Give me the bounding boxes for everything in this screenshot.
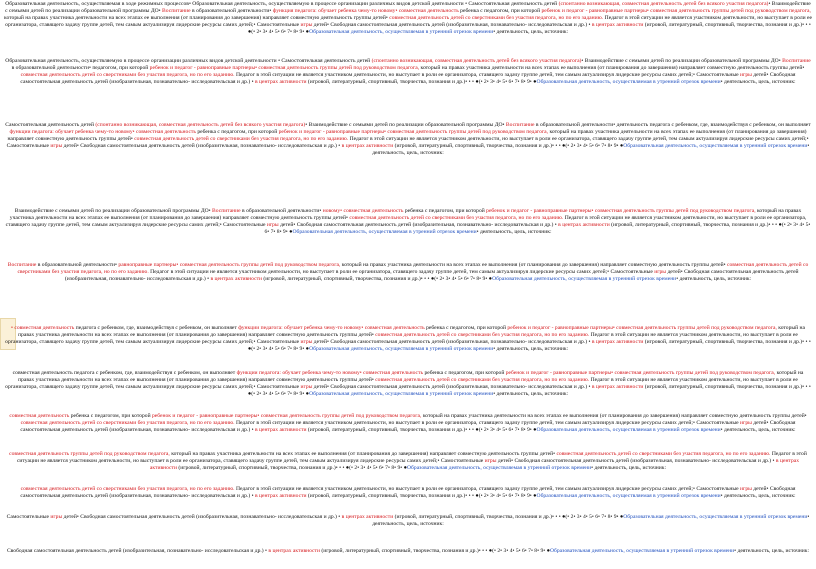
body-text: Самостоятельные [6,514,51,520]
body-text: (игровой, литературный, спортивный, творчества, познания и др.)• • • ●(• 2• 3• 4• 5• 6• 7• 8• 9• ● [393,514,624,520]
highlight-blue-text: Образовательная деятельность, осуществляемая в утренний отрезок времени [292,229,477,235]
body-text: детей• Свободная самостоятельная деятельность детей (изобразительная, познавательно- исследовательская и др.) • [312,339,592,345]
body-text: детей• Свободная самостоятельная деятельность детей (изобразительная, познавательно- исследовательская и др.) • [62,514,342,520]
body-text: • деятельность, цель, источник: [372,514,810,527]
body-text: детей• Свободная самостоятельная деятельность детей (изобразительная, познавательно- исследовательская и др.) • [20,486,796,499]
highlight-red-text: новому• совместная деятельность [322,208,404,214]
text-paragraph [4,413,812,434]
body-text: • деятельность, цель, источник: [372,143,810,156]
highlight-red-text: совместная деятельность группы детей под руководством педагога, [9,451,170,457]
body-text: который на правах участника деятельности на всех этапах ее выполнения (от планирования до завершения) направляет совместную деятельность группы детей• [419,65,805,71]
body-text: Самостоятельная деятельность детей [5,122,96,128]
body-text: ребенка с педагогом, при которой [424,325,508,331]
body-text: ребенка с педагогом, при которой [69,413,152,419]
body-text: • Взаимодействие с семьями детей по реализации образовательной программы ДО• [5,1,811,14]
highlight-red-text: (спонтанно возникающая, совместная деятельность детей без всякого участия педагога) [371,58,582,64]
highlight-red-text: в центрах активности [268,548,320,554]
body-text: Педагог в этой ситуации не является участником деятельности, но выступает в роли ее организатора, ставящего задачу группе детей, тем самым актуализируя лидерские ресурсы самих детей;• Самостоятельные [234,420,741,426]
body-text: в образовательной деятельности• [190,8,273,14]
highlight-red-text: функции педагога: обучает ребенка чему-то новому• совместная деятельность [9,129,196,135]
body-text: в образовательной деятельности• деятельность педагога с ребенком, где, взаимодействуя с ребенком, он выполняет [534,122,811,128]
body-text: который на правах участника деятельности на всех этапах ее выполнения (от планирования до завершения) направляет совместную деятельность группы детей• [7,129,807,142]
body-text: • деятельность, цель, источник: [476,229,552,235]
body-text: (игровой, литературный, спортивный, творчества, познания и др.)• • • ●(• 2• 3• 4• 5• 6• 7• 8• 9• ● [247,384,811,397]
highlight-red-text: совместная деятельность детей со сверстниками без участия педагога, но по его заданию. [20,486,235,492]
highlight-red-text: ребенок и педагог - равноправные партнеры• совместная деятельность группы детей под руководством педагога, [507,325,777,331]
highlight-blue-text: Образовательная деятельность, осуществляемая в утренний отрезок времени [407,465,592,471]
highlight-red-text: ребенок и педагог - равноправные партнеры• совместная деятельность группы детей под руководством педагога, [149,65,420,71]
highlight-red-text: в центрах активности [254,493,307,499]
body-text: ребенка с педагогом, при которой [458,8,542,14]
highlight-red-text: игры [740,420,752,426]
text-paragraph [4,486,812,500]
body-text: который на правах участника деятельности на всех этапах ее выполнения (от планирования до завершения) направляет совместную деятельность группы детей• [169,451,557,457]
body-text: в образовательной деятельности• [36,262,119,268]
highlight-blue-text: Образовательная деятельность, осуществляемая в утренний отрезок времени [309,391,494,397]
body-text: в образовательной деятельности• педагогом, при которой [11,65,150,71]
body-text: который на правах участника деятельности на всех этапах ее выполнения (от планирования до завершения) направляет совместную деятельность группы детей• [9,208,802,221]
highlight-red-text: функции педагога: обучает ребенка чему-то новому• совместная деятельность [236,370,424,376]
body-text: (игровой, литературный, спортивный, творчества, познания и др.)• • • ●(• 2• 3• 4• 5• 6• 7• 8• 9• ● [393,143,624,149]
highlight-red-text: в центрах активности [341,143,394,149]
highlight-red-text: ребенок и педагог - равноправные партнеры• совместная деятельность группы детей под руководством педагога, [151,413,422,419]
highlight-red-text: совместная деятельность детей со сверстниками без участия педагога, но по его заданию. [134,136,349,142]
body-text: • Взаимодействие с семьями детей по реализации образовательной программы ДО• [305,122,506,128]
body-text: • деятельность, цель, источник: [493,391,569,397]
body-text: ребенка с педагогом, при которой [403,208,487,214]
highlight-blue-text: Образовательная деятельность, осуществляемая в утренний отрезок времени [309,346,494,352]
body-text: (игровой, литературный, спортивный, творчества, познания и др.)• • • ●(• 2• 3• 4• 5• 6• 7• 8• 9• ● [319,548,550,554]
highlight-red-text: ребенок и педагог - равноправные партнеры• совместная деятельность группы детей под руководством педагога, [486,208,756,214]
highlight-red-text: (спонтанно возникающая, совместная деятельность детей без всякого участия педагога) [95,122,306,128]
body-text: который на правах участника деятельности на всех этапах ее выполнения (от планирования до завершения) направляет совместную деятельность группы детей• [18,325,806,338]
highlight-red-text: в центрах активности [149,458,800,471]
highlight-red-text: игры [484,458,497,464]
highlight-red-text: совместная деятельность детей со сверстниками без участия педагога, но по его заданию. [349,215,564,221]
body-text: • деятельность, цель, источник: [493,29,569,35]
highlight-red-text: ребенок и педагог - равноправные партнеры• совместная деятельность группы детей под руководством педагога, [541,8,811,14]
highlight-red-text: совместная деятельность детей со сверстниками без участия педагога, но по его заданию. [556,451,771,457]
body-text: ребенка с педагогом, при которой [195,129,279,135]
highlight-red-text: игры [300,22,313,28]
highlight-blue-text: Образовательная деятельность, осуществляемая в утренний отрезок времени [536,427,721,433]
body-text: который на правах участника деятельности на всех этапах ее выполнения (от планирования до завершения) направляет совместную деятельность группы детей• [4,15,390,21]
body-text: • деятельность, цель, источник: [720,79,796,85]
body-text: • деятельность, цель, источник: [676,276,752,282]
text-paragraph [4,1,812,36]
highlight-red-text: ребенок и педагог - равноправные партнеры• совместная деятельность группы детей под руководством педагога, [278,129,549,135]
body-text: который на правах участника деятельности на всех этапах ее выполнения (от планирования до завершения) направляет совместную деятельность группы детей• [18,370,804,383]
highlight-red-text: в центрах активности [254,427,307,433]
body-text: который на правах участника деятельности на всех этапах ее выполнения (от планирования до завершения) направляет совместную деятельность группы детей• [421,413,807,419]
text-paragraph [4,208,812,236]
body-text: (игровой, литературный, спортивный, творчества, познания и др.)• • • ●(• 2• 3• 4• 5• 6• 7• 8• 9• ● [262,276,493,282]
highlight-red-text: ребенок и педагог - равноправные партнеры• совместная деятельность группы детей под руководством педагога, [505,370,776,376]
body-text: в образовательной деятельности• [240,208,323,214]
text-paragraph [4,122,812,157]
body-text: детей• Свободная самостоятельная деятельность детей (изобразительная, познавательно- исследовательская и др.) • [278,222,559,228]
body-text: совместная деятельность педагога с ребенком, где, взаимодействуя с ребенком, он выполняет [12,370,237,376]
highlight-red-text: совместная деятельность детей со сверстниками без участия педагога, но по его заданию. [375,332,590,338]
text-paragraph [4,370,812,398]
highlight-red-text: равноправные партнеры• совместная деятельность группы детей под руководством педагога, [118,262,341,268]
highlight-red-text: игры [740,72,752,78]
text-paragraph [4,451,812,472]
body-text: (игровой, литературный, спортивный, творчества, познания и др.)• • • ●(• 2• 3• 4• 5• 6• 7• 8• 9• ● [176,465,408,471]
highlight-red-text: Воспитание [505,122,535,128]
body-text: Педагог в этой ситуации не является участником деятельности, но выступает в роли ее организатора, ставящего задачу группе детей, тем самым актуализируя лидерские ресурсы самих детей;• Самостоятельные [234,72,741,78]
body-text: детей• Свободная самостоятельная деятельность детей (изобразительная, познавательно- исследовательская и др.) • [312,22,592,28]
highlight-blue-text: Образовательная деятельность, осуществляемая в утренний отрезок времени [309,29,494,35]
highlight-blue-text: Образовательная деятельность, осуществляемая в утренний отрезок времени [623,143,808,149]
highlight-red-text: в центрах активности [591,384,644,390]
highlight-red-text: функция педагога: обучает ребенка чему-то новому• совместная деятельность [272,8,459,14]
highlight-red-text: в центрах активности [591,339,644,345]
highlight-red-text: игры [50,143,63,149]
highlight-red-text: функции педагога: обучает ребенка чему-то новому• совместная деятельность [238,325,425,331]
body-text: Педагог в этой ситуации не является участником деятельности, но выступает в роли ее организатора, ставящего задачу группе детей, тем самым актуализируя лидерские ресурсы самих детей;• Самостоятельные [234,486,741,492]
highlight-red-text: совместная деятельность детей со сверстниками без участия педагога, но по его заданию. [20,420,235,426]
highlight-red-text: совместная деятельность детей со сверстниками без участия педагога, но по его заданию. [389,15,604,21]
highlight-red-text: совместная деятельность детей со сверстниками без участия педагога, но по его заданию. [17,262,809,275]
body-text: детей• Свободная самостоятельная деятельность детей (изобразительная, познавательно- исследовательская и др.) • [20,72,796,85]
highlight-red-text: Воспитание [7,262,37,268]
body-text: детей• Свободная самостоятельная деятельность детей (изобразительная, познавательно- исследовательская и др.) • [64,269,799,282]
body-text: который на правах участника деятельности на всех этапах ее выполнения (от планирования до завершения) направляет совместную деятельность группы детей• [340,262,727,268]
body-text: Педагог в этой ситуации не является участником деятельности, но выступает в роли ее организатора, ставящего задачу группе детей, тем самым актуализируя лидерские ресурсы самих детей;• Самостоятельные [5,332,798,345]
text-paragraph [4,58,812,86]
body-text: Педагог в этой ситуации не является участником деятельности, но выступает в роли ее организатора, ставящего задачу группе детей, тем самым актуализируя лидерские ресурсы самих детей;• Самостоятельные [6,136,809,149]
highlight-red-text: Воспитание [212,208,241,214]
body-text: детей• Свободная самостоятельная деятельность детей (изобразительная, познавательно- исследовательская и др.) • [20,420,796,433]
body-text: • деятельность, цель, источник: [720,427,796,433]
highlight-red-text: Воспитание [782,58,811,64]
body-text: детей• Свободная самостоятельная деятельность детей (изобразительная, познавательно- исследовательская и др.) • [62,143,342,149]
body-text: Взаимодействие с семьями детей по реализации образовательной программы ДО• [14,208,213,214]
highlight-red-text: совместная деятельность детей со сверстниками без участия педагога, но по его заданию. [20,72,235,78]
highlight-blue-text: Образовательная деятельность, осуществляемая в утренний отрезок времени [623,514,808,520]
body-text: • деятельность, цель, источник: [591,465,667,471]
text-paragraph [4,262,812,283]
highlight-red-text: в центрах активности [341,514,394,520]
highlight-red-text: совместная деятельность [9,413,70,419]
highlight-blue-text: Образовательная деятельность, осуществляемая в утренний отрезок времени [536,493,721,499]
highlight-red-text: игры [300,384,313,390]
highlight-blue-text: Образовательная деятельность, осуществляемая в утренний отрезок времени [550,548,735,554]
highlight-red-text: (спонтанно возникающая, совместная деятельность детей без всякого участия педагога) [558,1,769,7]
body-text: Педагог в этой ситуации не является участником деятельности, но выступает в роли ее организатора, ставящего задачу группе детей, тем самым актуализируя лидерские ресурсы самих детей;• Самостоятельные [5,215,807,228]
text-paragraph [4,548,812,555]
body-text: детей• Свободная самостоятельная деятельность детей (изобразительная, познавательно- исследовательская и др.) • [496,458,776,464]
highlight-red-text: совместная деятельность детей со сверстниками без участия педагога, но по его заданию. [375,377,590,383]
body-text: (игровой, литературный, спортивный, творчества, познания и др.)• • • ●(• 2• 3• 4• 5• 6• 7• 8• 9• ● [306,79,537,85]
text-paragraph [4,514,812,528]
highlight-red-text: игры [300,339,313,345]
highlight-red-text: в центрах активности [254,79,307,85]
highlight-red-text: игры [654,269,667,275]
body-text: Образовательная деятельность, осуществляемую в процессе организации различных видов детской деятельности • Самостоятельная деятельность детей [5,58,372,64]
body-text: Педагог в этой ситуации не является участником деятельности, но выступает в роли ее организатора, ставящего задачу группе детей, тем самым актуализируя лидерские ресурсы самих детей;• Самостоятельные [16,451,807,464]
body-text: Педагог в этой ситуации не является участником деятельности, но выступает в роли ее организатора, ставящего задачу группе детей, тем самым актуализируя лидерские ресурсы самих детей;• Самостоятельные [5,377,798,390]
body-text: (игровой, литературный, спортивный, творчества, познания и др.)• • • ●(• 2• 3• 4• 5• 6• 7• 8• 9• ● [247,22,811,35]
body-text: (игровой, литературный, спортивный, творчества, познания и др.)• • • ●(• 2• 3• 4• 5• 6• 7• 8• 9• ● [306,493,537,499]
body-text: Педагог в этой ситуации не является участником деятельности, но выступает в роли ее организатора, ставящего задачу группе детей, тем самым актуализируя лидерские ресурсы самих детей;• Самостоятельные [148,269,655,275]
body-text: • деятельность, цель, источник: [493,346,569,352]
body-text: (игровой, литературный, спортивный, творчества, познания и др.)• • • ●(• 2• 3• 4• 5• 6• 7• 8• 9• ● [264,222,811,235]
highlight-blue-text: Образовательная деятельность, осуществляемая в утренний отрезок времени [536,79,721,85]
body-text: (игровой, литературный, спортивный, творчества, познания и др.)• • • ●(• 2• 3• 4• 5• 6• 7• 8• 9• ● [247,339,811,352]
highlight-red-text: в центрах активности [558,222,610,228]
highlight-blue-text: Образовательная деятельность, осуществляемая в утренний отрезок времени [492,276,677,282]
body-text: (игровой, литературный, спортивный, творчества, познания и др.)• • • ●(• 2• 3• 4• 5• 6• 7• 8• 9• ● [306,427,537,433]
body-text: ребенка с педагогом, при которой [423,370,506,376]
highlight-red-text: Воспитание [162,8,191,14]
highlight-red-text: в центрах активности [591,22,644,28]
body-text: • Взаимодействие с семьями детей по реализации образовательной программы ДО• [581,58,783,64]
highlight-red-text: в центрах активности [210,276,263,282]
body-text: детей• Свободная самостоятельная деятельность детей (изобразительная, познавательно- исследовательская и др.) • [312,384,592,390]
body-text: • деятельность, цель, источник: [720,493,796,499]
body-text: • деятельность, цель, источник: [734,548,810,554]
highlight-red-text: игры [266,222,279,228]
text-paragraph [4,325,812,353]
highlight-red-text: игры [50,514,63,520]
body-text: Образовательная деятельность, осуществляемая в ходе режимных процессов• Образовательная деятельность, осуществляемую в процессе организации различных видов детской деятельности • Самостоятельная деятельность детей [5,1,559,7]
body-text: Педагог в этой ситуации не является участником деятельности, но выступает в роли ее организатора, ставящего задачу группе детей, тем самым актуализируя лидерские ресурсы самих детей;• Самостоятельные [5,15,812,28]
highlight-red-text: • совместная деятельность [10,325,75,331]
body-text: Свободная самостоятельная деятельность детей (изобразительная, познавательно- исследовательская и др.) • [6,548,269,554]
body-text: педагога с ребенком, где, взаимодействуя с ребенком, он выполняет [74,325,239,331]
highlight-red-text: игры [740,486,752,492]
